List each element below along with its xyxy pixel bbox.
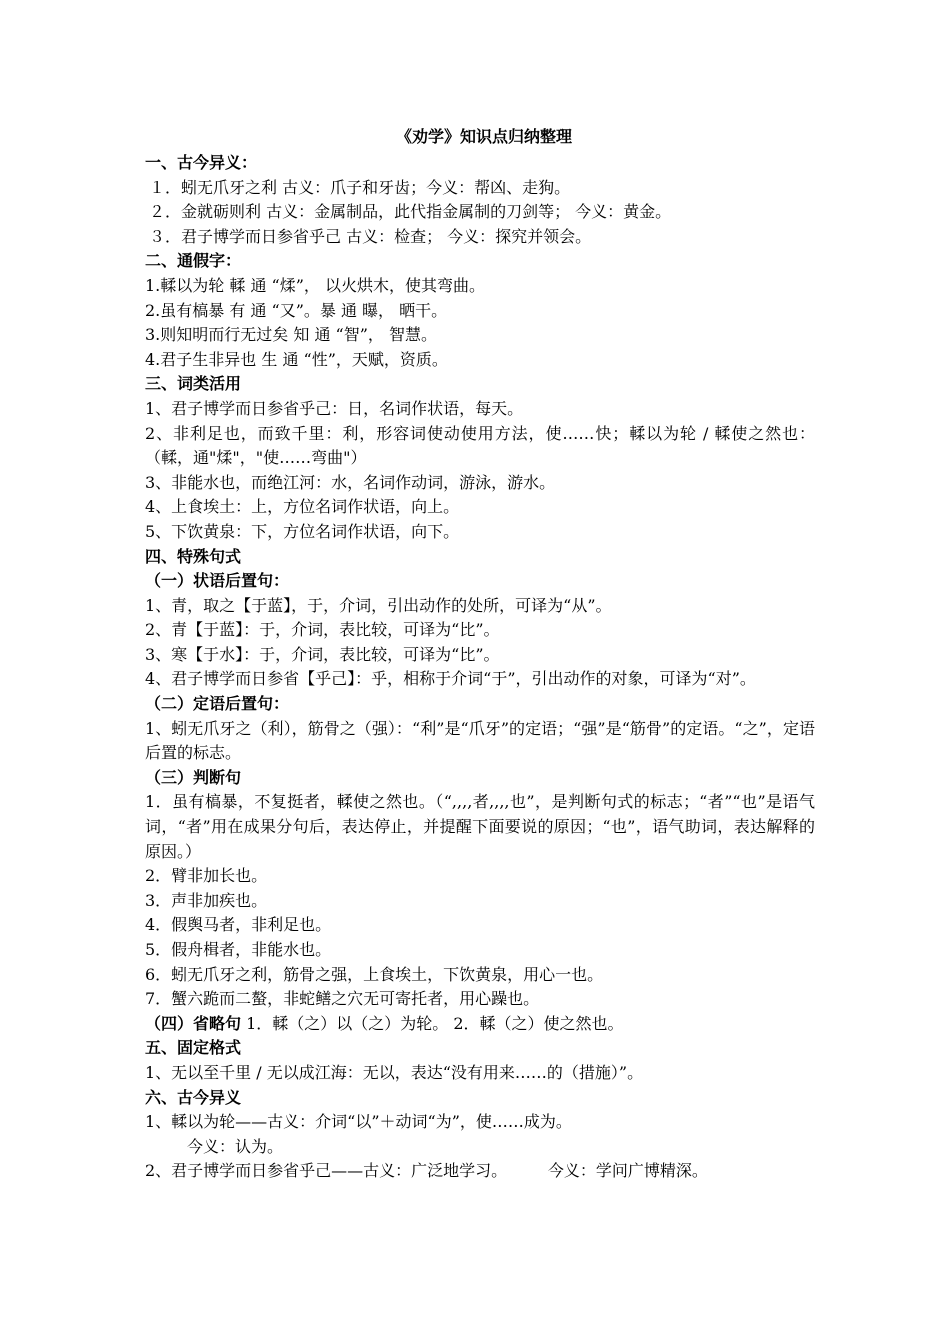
section-heading-word-class-shifts: 三、词类活用 bbox=[145, 374, 242, 394]
list-item: 2、非利足也，而致千里：利，形容词使动使用方法，使……快；輮以为轮 / 輮使之然也：（輮，通"煣"，"使……弯曲"） bbox=[145, 423, 815, 468]
list-item: 4.君子生非异也 生 通 “性”，天赋，资质。 bbox=[145, 349, 448, 369]
list-item: 4、君子博学而日参省【乎己】：乎，相称于介词“于”，引出动作的对象，可译为“对”。 bbox=[145, 669, 756, 689]
section-heading-ancient-modern-meanings: 一、古今异义： bbox=[145, 153, 258, 172]
list-item: ３．君子博学而日参省乎己 古义：检查； 今义：探究并领会。 bbox=[149, 226, 592, 246]
list-item: 5、下饮黄泉：下，方位名词作状语，向下。 bbox=[145, 521, 460, 541]
list-item: 1.輮以为轮 輮 通 “煣”， 以火烘木，使其弯曲。 bbox=[145, 275, 485, 295]
list-item: 3、非能水也，而绝江河：水，名词作动词，游泳，游水。 bbox=[145, 472, 556, 492]
list-item: 3、寒【于水】：于，介词，表比较，可译为“比”。 bbox=[145, 644, 500, 664]
document-page bbox=[145, 123, 815, 1184]
section-heading-interchangeable-characters: 二、通假字： bbox=[145, 251, 242, 271]
omission-sentence-examples: 1．輮（之）以（之）为轮。 2．輮（之）使之然也。 bbox=[241, 1013, 624, 1033]
list-item: 2．臂非加长也。 bbox=[145, 866, 268, 886]
list-item: 3．声非加疾也。 bbox=[145, 890, 268, 910]
subsection-heading-omission-sentence: （四）省略句 bbox=[145, 1013, 242, 1033]
list-item: １．蚓无爪牙之利 古义：爪子和牙齿；今义：帮凶、走狗。 bbox=[149, 177, 571, 197]
list-item: 1．虽有槁暴，不复挺者，輮使之然也。（“,,,,者,,,,也”，是判断句式的标志；“者”“也”是语气词，“者”用在成果分句后，表达停止，并提醒下面要说的原因；“也”，语气助词，表达解释的原因。） bbox=[145, 792, 815, 861]
document-title: 《劝学》知识点归纳整理 bbox=[395, 127, 572, 146]
list-item: 4、上食埃土：上，方位名词作状语，向上。 bbox=[145, 497, 460, 517]
subsection-heading-judgment-sentence: （三）判断句 bbox=[145, 767, 242, 787]
list-item: 1、无以至千里 / 无以成江海：无以，表达“没有用来……的（措施）”。 bbox=[145, 1062, 644, 1082]
subsection-heading-adverbial-postposition: （一）状语后置句： bbox=[145, 571, 290, 591]
list-item: 1、青，取之【于蓝】，于，介词，引出动作的处所，可译为“从”。 bbox=[145, 595, 612, 615]
section-heading-fixed-formats: 五、固定格式 bbox=[145, 1038, 242, 1058]
list-item: 7．蟹六跪而二螯，非蛇鳝之穴无可寄托者，用心躁也。 bbox=[145, 989, 540, 1009]
list-item: 6．蚓无爪牙之利，筋骨之强，上食埃土，下饮黄泉，用心一也。 bbox=[145, 964, 604, 984]
list-item: 1、輮以为轮——古义：介词“以”＋动词“为”，使……成为。 bbox=[145, 1112, 572, 1132]
list-item: 5．假舟楫者，非能水也。 bbox=[145, 940, 332, 959]
list-item: 1、君子博学而日参省乎己：日，名词作状语，每天。 bbox=[145, 398, 524, 418]
list-item: 今义：认为。 bbox=[187, 1136, 284, 1156]
list-item: 1、蚓无爪牙之（利），筋骨之（强）：“利”是“爪牙”的定语；“强”是“筋骨”的定语。“之”，定语后置的标志。 bbox=[145, 718, 815, 763]
list-item: 4．假舆马者，非利足也。 bbox=[145, 915, 332, 935]
omission-sentence-line bbox=[145, 1012, 815, 1037]
list-item: 2、君子博学而日参省乎己——古义：广泛地学习。 今义：学问广博精深。 bbox=[145, 1161, 708, 1181]
subsection-heading-attributive-postposition: （二）定语后置句： bbox=[145, 694, 290, 714]
list-item: ２．金就砺则利 古义：金属制品，此代指金属制的刀剑等； 今义：黄金。 bbox=[149, 202, 672, 222]
list-item: 2、青【于蓝】：于，介词，表比较，可译为“比”。 bbox=[145, 620, 500, 640]
list-item: 2.虽有槁暴 有 通 “又”。暴 通 曝， 晒干。 bbox=[145, 300, 448, 320]
list-item: 3.则知明而行无过矣 知 通 “智”， 智慧。 bbox=[145, 325, 437, 345]
section-heading-special-sentence-patterns: 四、特殊句式 bbox=[145, 546, 242, 566]
section-heading-ancient-modern-meanings-2: 六、古今异义 bbox=[145, 1087, 242, 1107]
